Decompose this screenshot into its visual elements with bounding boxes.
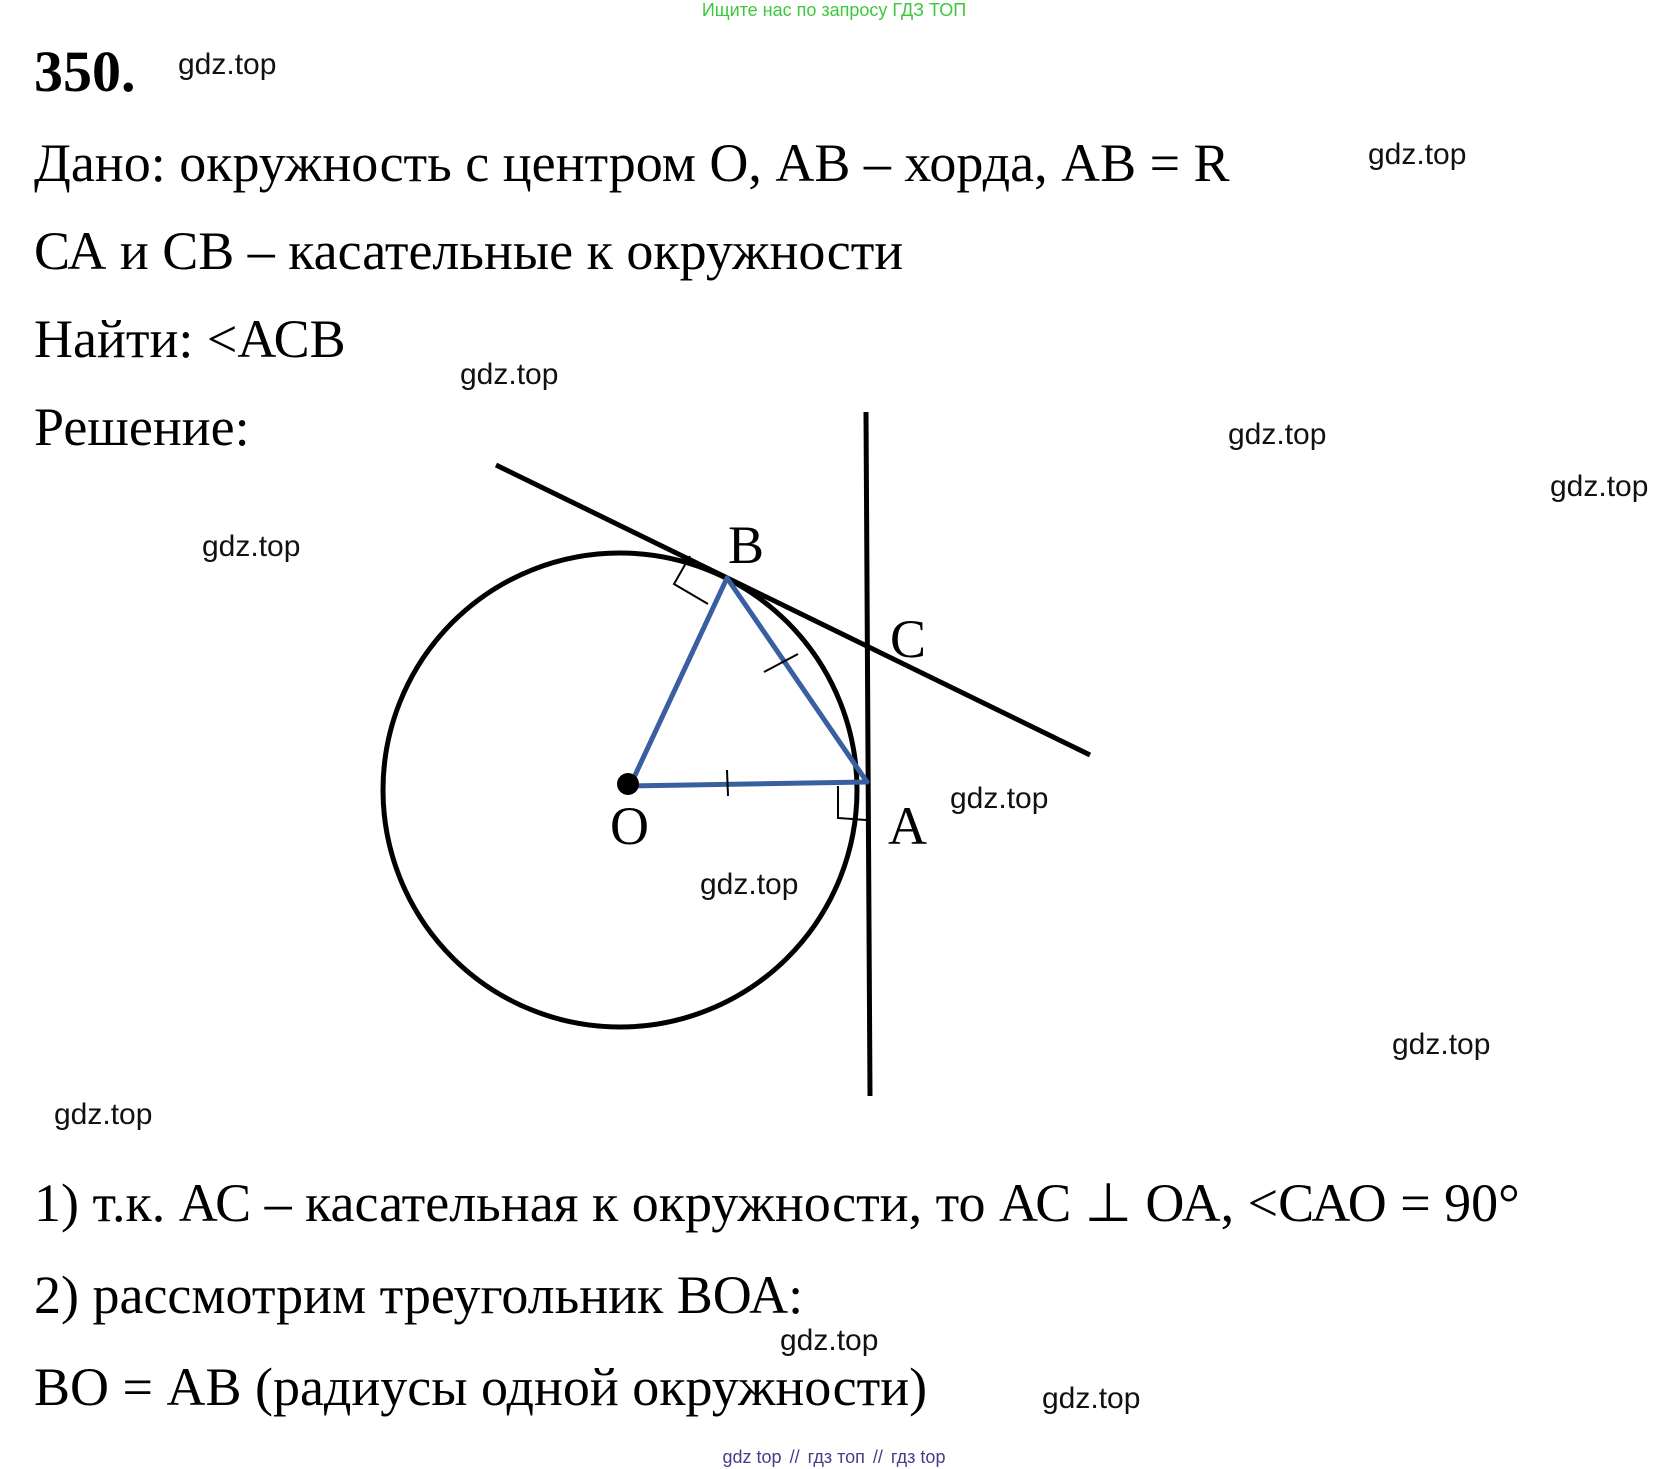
find-line: Найти: <АСВ [34,309,346,369]
tick-mark-oa [727,770,728,796]
footer-item[interactable]: гдз топ [807,1447,865,1467]
watermark: gdz.top [1368,138,1467,171]
footer-item[interactable]: gdz top [722,1447,782,1467]
solution-step-1: 1) т.к. АС – касательная к окружности, то АС ⊥ ОА, <САО = 90° [34,1173,1520,1233]
watermark: gdz.top [460,358,559,391]
tangent-line-cb [496,465,1090,755]
watermark: gdz.top [950,782,1049,815]
solution-step-3: ВО = АВ (радиусы одной окружности) [34,1357,928,1417]
footer-separator: // [872,1447,883,1467]
watermark: gdz.top [202,530,301,563]
given-line-1: Дано: окружность с центром О, АВ – хорда, АВ = R [34,133,1230,193]
watermark: gdz.top [1550,470,1649,503]
watermark: gdz.top [780,1324,879,1357]
watermark: gdz.top [54,1098,153,1131]
footer-links [0,1447,1668,1468]
search-hint-header: Ищите нас по запросу ГДЗ ТОП [701,0,967,20]
tangent-line-ca [866,412,870,1096]
solution-label: Решение: [34,397,250,457]
footer-item[interactable]: гдз top [890,1447,946,1467]
watermark: gdz.top [1228,418,1327,451]
label-c: C [890,609,927,669]
label-a: A [888,796,927,856]
watermark: gdz.top [178,48,277,81]
label-o: O [610,796,649,856]
label-b: B [728,515,765,575]
watermark: gdz.top [1042,1382,1141,1415]
footer-separator: // [789,1447,800,1467]
right-angle-mark-a [838,786,866,820]
solution-step-2: 2) рассмотрим треугольник ВОА: [34,1265,804,1325]
task-number: 350. [34,39,136,104]
watermark: gdz.top [1392,1028,1491,1061]
watermark: gdz.top [700,868,799,901]
center-point-o [617,773,639,795]
given-line-2: СА и СВ – касательные к окружности [34,221,904,281]
